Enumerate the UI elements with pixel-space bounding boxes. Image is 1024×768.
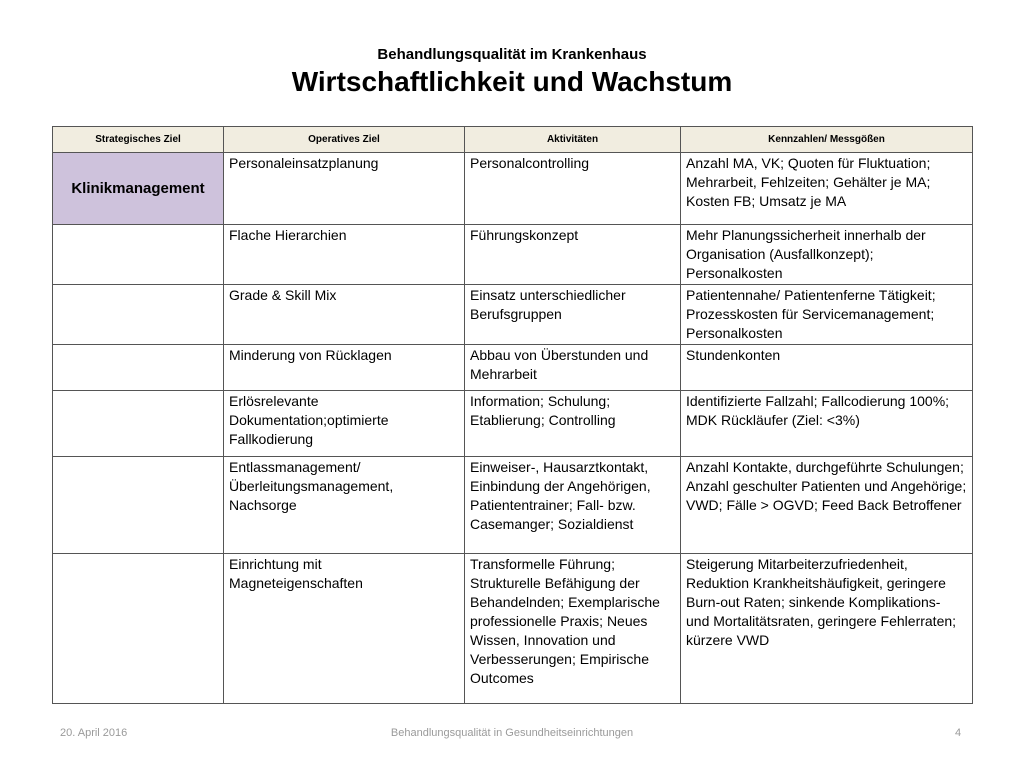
column-header-operative-goal: Operatives Ziel bbox=[224, 127, 465, 153]
cell-kpis: Anzahl Kontakte, durchgeführte Schulungen; Anzahl geschulter Patienten und Angehörige; VWD; Fälle > OGVD; Feed Back Betroffener bbox=[681, 457, 973, 554]
cell-operative-goal: Flache Hierarchien bbox=[224, 225, 465, 285]
cell-strategic-goal bbox=[53, 345, 224, 391]
column-header-activities: Aktivitäten bbox=[465, 127, 681, 153]
cell-operative-goal: Minderung von Rücklagen bbox=[224, 345, 465, 391]
cell-activities: Information; Schulung; Etablierung; Controlling bbox=[465, 391, 681, 457]
cell-operative-goal: Erlösrelevante Dokumentation;optimierte Fallkodierung bbox=[224, 391, 465, 457]
table-row bbox=[53, 225, 973, 285]
cell-activities: Einweiser-, Hausarztkontakt, Einbindung der Angehörigen, Patiententrainer; Fall- bzw. Casemanger; Sozialdienst bbox=[465, 457, 681, 554]
column-header-strategic-goal: Strategisches Ziel bbox=[53, 127, 224, 153]
slide-subtitle: Behandlungsqualität im Krankenhaus bbox=[377, 46, 647, 63]
cell-kpis: Anzahl MA, VK; Quoten für Fluktuation; Mehrarbeit, Fehlzeiten; Gehälter je MA; Kosten FB; Umsatz je MA bbox=[681, 153, 973, 225]
cell-kpis: Stundenkonten bbox=[681, 345, 973, 391]
table-row bbox=[53, 345, 973, 391]
table-row bbox=[53, 554, 973, 704]
cell-operative-goal: Grade & Skill Mix bbox=[224, 285, 465, 345]
cell-kpis: Steigerung Mitarbeiterzufriedenheit, Reduktion Krankheitshäufigkeit, geringere Burn-out Raten; sinkende Komplikations- und Mortalitätsraten, geringere Fehlerraten; kürzere VWD bbox=[681, 554, 973, 704]
table-row bbox=[53, 153, 973, 225]
cell-strategic-goal: Klinikmanagement bbox=[53, 153, 224, 225]
cell-kpis: Identifizierte Fallzahl; Fallcodierung 100%; MDK Rückläufer (Ziel: <3%) bbox=[681, 391, 973, 457]
cell-kpis: Patientennahe/ Patientenferne Tätigkeit; Prozesskosten für Servicemanagement; Personalkosten bbox=[681, 285, 973, 345]
cell-activities: Führungskonzept bbox=[465, 225, 681, 285]
goals-table bbox=[52, 126, 973, 704]
cell-activities: Einsatz unterschiedlicher Berufsgruppen bbox=[465, 285, 681, 345]
footer-title: Behandlungsqualität in Gesundheitseinrichtungen bbox=[390, 727, 634, 739]
cell-activities: Transformelle Führung; Strukturelle Befähigung der Behandelnden; Exemplarische professionelle Praxis; Neues Wissen, Innovation und Verbesserungen; Empirische Outcomes bbox=[465, 554, 681, 704]
cell-strategic-goal bbox=[53, 391, 224, 457]
cell-operative-goal: Entlassmanagement/ Überleitungsmanagement, Nachsorge bbox=[224, 457, 465, 554]
column-header-kpis: Kennzahlen/ Messgößen bbox=[681, 127, 973, 153]
table-row bbox=[53, 457, 973, 554]
cell-activities: Abbau von Überstunden und Mehrarbeit bbox=[465, 345, 681, 391]
table-row bbox=[53, 391, 973, 457]
cell-strategic-goal bbox=[53, 554, 224, 704]
cell-strategic-goal bbox=[53, 457, 224, 554]
slide-title: Wirtschaftlichkeit und Wachstum bbox=[291, 66, 733, 97]
table-row bbox=[53, 285, 973, 345]
cell-kpis: Mehr Planungssicherheit innerhalb der Organisation (Ausfallkonzept); Personalkosten bbox=[681, 225, 973, 285]
footer-date: 20. April 2016 bbox=[60, 727, 128, 739]
footer-page-number: 4 bbox=[955, 727, 962, 739]
cell-operative-goal: Einrichtung mit Magneteigenschaften bbox=[224, 554, 465, 704]
cell-strategic-goal bbox=[53, 225, 224, 285]
cell-activities: Personalcontrolling bbox=[465, 153, 681, 225]
cell-operative-goal: Personaleinsatzplanung bbox=[224, 153, 465, 225]
table-header-row bbox=[53, 127, 973, 153]
cell-strategic-goal bbox=[53, 285, 224, 345]
